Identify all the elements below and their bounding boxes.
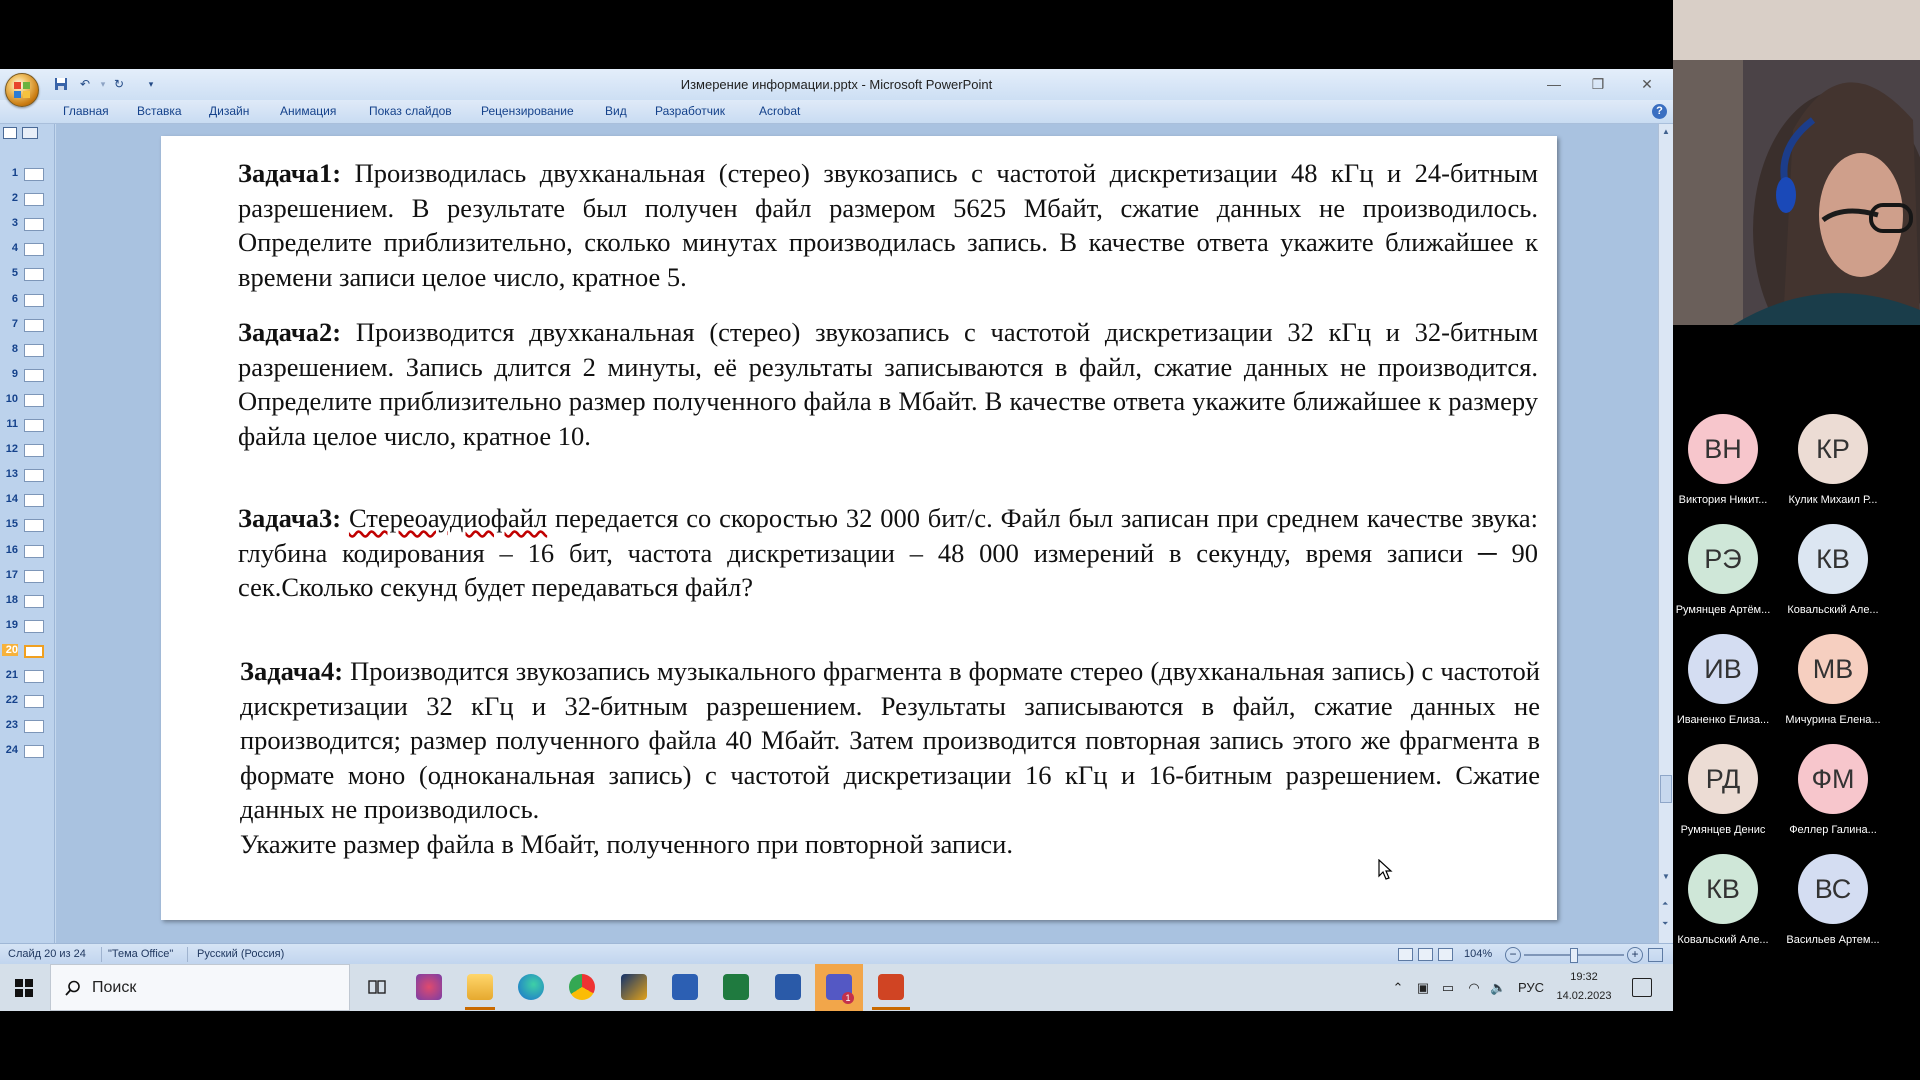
- slide-thumbnail[interactable]: [24, 570, 44, 583]
- task-3: [238, 501, 1538, 605]
- slide-thumbnail-number[interactable]: 3: [11, 217, 18, 230]
- office-logo-icon: [13, 81, 31, 99]
- powerpoint-icon[interactable]: [878, 974, 904, 1000]
- tab-developer[interactable]: Разработчик: [655, 104, 725, 118]
- next-slide-icon[interactable]: ⏷: [1662, 919, 1669, 928]
- participant-avatar[interactable]: ВС: [1798, 854, 1868, 924]
- app-icon[interactable]: [621, 974, 647, 1000]
- teams-notification-badge: 1: [842, 992, 854, 1004]
- status-separator: [187, 947, 188, 962]
- participant-name: Мичурина Елена...: [1785, 714, 1881, 726]
- task-view-icon[interactable]: [364, 974, 390, 1000]
- slide-thumbnail-number[interactable]: 11: [6, 418, 18, 430]
- slide-thumbnail[interactable]: [24, 268, 44, 281]
- slide-thumbnail-number[interactable]: 1: [11, 167, 18, 179]
- language-indicator[interactable]: Русский (Россия): [197, 948, 285, 960]
- slide-thumbnail[interactable]: [24, 620, 44, 633]
- save-icon[interactable]: [54, 77, 68, 91]
- slide-thumbnail-number[interactable]: 12: [5, 443, 18, 456]
- slide-thumbnail[interactable]: [24, 469, 44, 482]
- participants-panel: [1673, 325, 1920, 1080]
- slide-thumbnail-number[interactable]: 4: [11, 242, 18, 255]
- slide-thumbnail[interactable]: [24, 344, 44, 357]
- participant-avatar[interactable]: КВ: [1798, 524, 1868, 594]
- slide-thumbnail-number[interactable]: 5: [11, 267, 18, 280]
- task-4-question: Укажите размер файла в Мбайт, полученного при повторной записи.: [240, 829, 1013, 859]
- slide-thumbnail-number[interactable]: 24: [5, 744, 18, 757]
- paint-app-icon[interactable]: [416, 974, 442, 1000]
- undo-icon[interactable]: ↶: [79, 77, 91, 91]
- mouse-cursor-icon: [1378, 859, 1394, 881]
- powerpoint-window: [0, 69, 1673, 1011]
- task-2: [238, 315, 1538, 453]
- scrollbar-thumb[interactable]: [1660, 775, 1672, 803]
- slide-thumbnail-number[interactable]: 10: [5, 392, 18, 405]
- slide-thumbnail-number[interactable]: 14: [5, 493, 18, 506]
- slide-thumbnail-number[interactable]: 19: [5, 618, 18, 631]
- slide-thumbnail[interactable]: [24, 444, 44, 457]
- participant-avatar[interactable]: ФМ: [1798, 744, 1868, 814]
- task-4-text: Производится звукозапись музыкального фрагмента в формате стерео (двухканальная запись) с частотой дискретизации 32 кГц и 32-битным разрешением. Результаты записываются в файл, сжатие данных не производится; размер полученного файла 40 Мбайт. Затем производится повторная запись этого же фрагмента в формате моно (одноканальная запись) с частотой дискретизации 16 кГц и 16-битным разрешением. Сжатие данных не производилось.: [240, 656, 1540, 824]
- slide-thumbnail-number[interactable]: 6: [11, 292, 18, 305]
- slide-thumbnail[interactable]: [24, 369, 44, 382]
- task-3-text: передается со скоростью 32 000 бит/с. Файл был записан при среднем качестве звука: глубина кодирования – 16 бит, частота дискретизации – 48 000 измерений в секунду, время записи ─ 90 сек.Сколько секунд будет передаваться файл?: [238, 503, 1539, 602]
- task-1-text: Производилась двухканальная (стерео) звукозапись с частотой дискретизации 48 кГц и 24-битным разрешением. В результате был получен файл размером 5625 Мбайт, сжатие данных не производилось. Определите приблизительно, сколько минутах производилась запись. В качестве ответа укажите ближайшее к времени записи целое число, кратное 5.: [238, 158, 1538, 292]
- slide-thumbnail[interactable]: [24, 595, 44, 608]
- slide-thumbnail-number[interactable]: 17: [5, 568, 18, 581]
- status-separator: [101, 947, 102, 962]
- slide-thumbnail[interactable]: [24, 695, 44, 708]
- slide-thumbnail-number[interactable]: 16: [5, 543, 18, 556]
- slideshow-view-icon[interactable]: [1438, 948, 1453, 961]
- input-language[interactable]: РУС: [1517, 980, 1545, 995]
- participant-avatar[interactable]: МВ: [1798, 634, 1868, 704]
- slide-thumbnail[interactable]: [24, 193, 44, 206]
- participant-avatar[interactable]: ИВ: [1688, 634, 1758, 704]
- clock-time[interactable]: 19:32: [1570, 971, 1598, 983]
- edge-icon[interactable]: [518, 974, 544, 1000]
- slide-counter: Слайд 20 из 24: [8, 948, 86, 960]
- tab-home[interactable]: Главная: [63, 104, 109, 118]
- theme-name[interactable]: "Тема Office": [108, 948, 174, 960]
- undo-dropdown-icon[interactable]: ▾: [100, 79, 106, 89]
- slide-thumbnail[interactable]: [24, 519, 44, 532]
- slide-thumbnail-number[interactable]: 22: [5, 694, 18, 707]
- volume-icon[interactable]: 🔈: [1490, 980, 1507, 995]
- slide-thumbnail[interactable]: [24, 545, 44, 558]
- previous-slide-icon[interactable]: ⏶: [1662, 899, 1669, 908]
- slide-thumbnail[interactable]: [24, 168, 44, 181]
- participant-name: Румянцев Денис: [1680, 824, 1766, 836]
- help-icon[interactable]: ?: [1652, 104, 1667, 119]
- minimize-button[interactable]: —: [1547, 76, 1561, 92]
- task-3-label: Задача3:: [238, 503, 342, 533]
- slide-thumbnail[interactable]: [24, 394, 44, 407]
- slide-thumbnail[interactable]: [24, 218, 44, 231]
- running-indicator: [465, 1007, 495, 1010]
- task-2-label: Задача2:: [238, 317, 342, 347]
- notifications-icon[interactable]: [1632, 978, 1652, 997]
- participant-name: Ковальский Але...: [1787, 604, 1879, 616]
- slide-thumbnail[interactable]: [24, 494, 44, 507]
- presenter-webcam-image: [1673, 0, 1920, 325]
- tab-review[interactable]: Рецензирование: [481, 104, 574, 118]
- taskbar-search-box[interactable]: [50, 964, 350, 1011]
- file-explorer-icon[interactable]: [467, 974, 493, 1000]
- slide-thumbnail-number[interactable]: 21: [5, 669, 18, 681]
- windows-taskbar: [0, 964, 1673, 1011]
- outline-tab-icon[interactable]: [22, 127, 38, 139]
- task-4-label: Задача4:: [240, 656, 344, 686]
- slide-thumbnail[interactable]: [24, 294, 44, 307]
- participant-name: Румянцев Артём...: [1675, 604, 1771, 616]
- slide-thumbnail[interactable]: [24, 319, 44, 332]
- tab-animation[interactable]: Анимация: [280, 104, 337, 118]
- fit-to-window-icon[interactable]: [1648, 948, 1663, 962]
- search-placeholder: Поиск: [92, 979, 137, 996]
- clock-date[interactable]: 14.02.2023: [1556, 990, 1612, 1002]
- participant-avatar[interactable]: ВН: [1688, 414, 1758, 484]
- chrome-icon[interactable]: [569, 974, 595, 1000]
- slide-thumbnail[interactable]: [24, 243, 44, 256]
- show-hidden-icons-icon[interactable]: ⌃: [1392, 980, 1404, 995]
- participant-name: Виктория Никит...: [1678, 494, 1768, 506]
- status-bar: [0, 943, 1673, 965]
- slide-thumbnail-number[interactable]: 15: [5, 518, 18, 531]
- slide-thumbnail-number[interactable]: 8: [11, 342, 18, 355]
- tab-insert[interactable]: Вставка: [137, 104, 182, 118]
- close-button[interactable]: ✕: [1641, 76, 1653, 92]
- slide-thumbnail[interactable]: [24, 670, 44, 683]
- ribbon-tabs: [0, 100, 1673, 124]
- scroll-up-icon[interactable]: ▲: [1662, 127, 1670, 136]
- slide-thumbnail-number[interactable]: 13: [5, 468, 18, 481]
- participant-name: Ковальский Але...: [1677, 934, 1769, 946]
- search-icon: [65, 980, 81, 996]
- start-button[interactable]: [0, 964, 48, 1011]
- slide-thumbnail[interactable]: [24, 419, 44, 432]
- slide-thumbnail-number[interactable]: 7: [11, 317, 18, 330]
- participant-avatar[interactable]: РД: [1688, 744, 1758, 814]
- presenter-video-feed: [1673, 0, 1920, 325]
- slide-thumbnail-number[interactable]: 23: [5, 719, 18, 732]
- tab-slideshow[interactable]: Показ слайдов: [369, 104, 452, 118]
- slide-editing-area: [56, 124, 1661, 943]
- task-4: [240, 654, 1540, 827]
- participant-name: Кулик Михаил Р...: [1788, 494, 1878, 506]
- slides-tab-icon[interactable]: [3, 127, 17, 139]
- vertical-scrollbar[interactable]: [1658, 124, 1673, 943]
- slide-thumbnail[interactable]: [24, 645, 44, 658]
- participant-name: Иваненко Елиза...: [1676, 714, 1770, 726]
- tab-design[interactable]: Дизайн: [209, 104, 250, 118]
- task-1-label: Задача1:: [238, 158, 342, 188]
- title-bar: [0, 69, 1673, 101]
- normal-view-icon[interactable]: [1398, 948, 1413, 961]
- zoom-level[interactable]: 104%: [1464, 948, 1493, 960]
- slide-thumbnail-number[interactable]: 9: [11, 367, 18, 380]
- excel-icon[interactable]: [723, 974, 749, 1000]
- tab-acrobat[interactable]: Acrobat: [759, 104, 801, 118]
- tab-view[interactable]: Вид: [605, 104, 627, 118]
- word-icon[interactable]: [775, 974, 801, 1000]
- restore-button[interactable]: ❐: [1591, 76, 1605, 92]
- slide-thumbnail-number[interactable]: 2: [11, 192, 18, 205]
- meet-now-icon[interactable]: ▣: [1416, 980, 1430, 995]
- task-3-underlined-word: Стереоаудиофайл: [348, 503, 548, 533]
- slide-thumbnail[interactable]: [24, 720, 44, 733]
- participant-avatar[interactable]: РЭ: [1688, 524, 1758, 594]
- slide-sorter-view-icon[interactable]: [1418, 948, 1433, 961]
- slide-thumbnail-number[interactable]: 20: [2, 644, 18, 656]
- office-button[interactable]: [5, 73, 39, 107]
- slide-thumbnails-pane: [0, 124, 55, 943]
- zoom-out-icon[interactable]: −: [1505, 947, 1521, 963]
- participant-name: Феллер Галина...: [1789, 824, 1877, 836]
- task-2-text: Производится двухканальная (стерео) звукозапись с частотой дискретизации 32 кГц и 32-битным разрешением. Запись длится 2 минуты, её результаты записываются в файл, сжатие данных не производится. Определите приблизительно размер полученного файла в Мбайт. В качестве ответа укажите ближайшее к размеру файла целое число, кратное 10.: [238, 317, 1538, 451]
- battery-icon[interactable]: ▭: [1441, 980, 1455, 995]
- store-icon[interactable]: [672, 974, 698, 1000]
- participant-name: Васильев Артем...: [1786, 934, 1880, 946]
- window-title: Измерение информации.pptx - Microsoft PowerPoint: [680, 77, 993, 92]
- task-1: [238, 156, 1538, 294]
- redo-icon[interactable]: ↻: [113, 77, 125, 91]
- scroll-down-icon[interactable]: ▼: [1662, 872, 1670, 881]
- windows-logo-icon: [15, 979, 33, 997]
- slide-thumbnail[interactable]: [24, 745, 44, 758]
- participant-avatar[interactable]: КВ: [1688, 854, 1758, 924]
- zoom-slider-handle[interactable]: [1570, 948, 1578, 963]
- slide-thumbnail-number[interactable]: 18: [5, 593, 18, 606]
- participant-avatar[interactable]: КР: [1798, 414, 1868, 484]
- wifi-icon[interactable]: ◠: [1468, 980, 1480, 995]
- running-indicator: [872, 1007, 910, 1010]
- current-slide: [161, 136, 1557, 920]
- zoom-in-icon[interactable]: +: [1627, 947, 1643, 963]
- customize-toolbar-icon[interactable]: ▾: [148, 79, 154, 89]
